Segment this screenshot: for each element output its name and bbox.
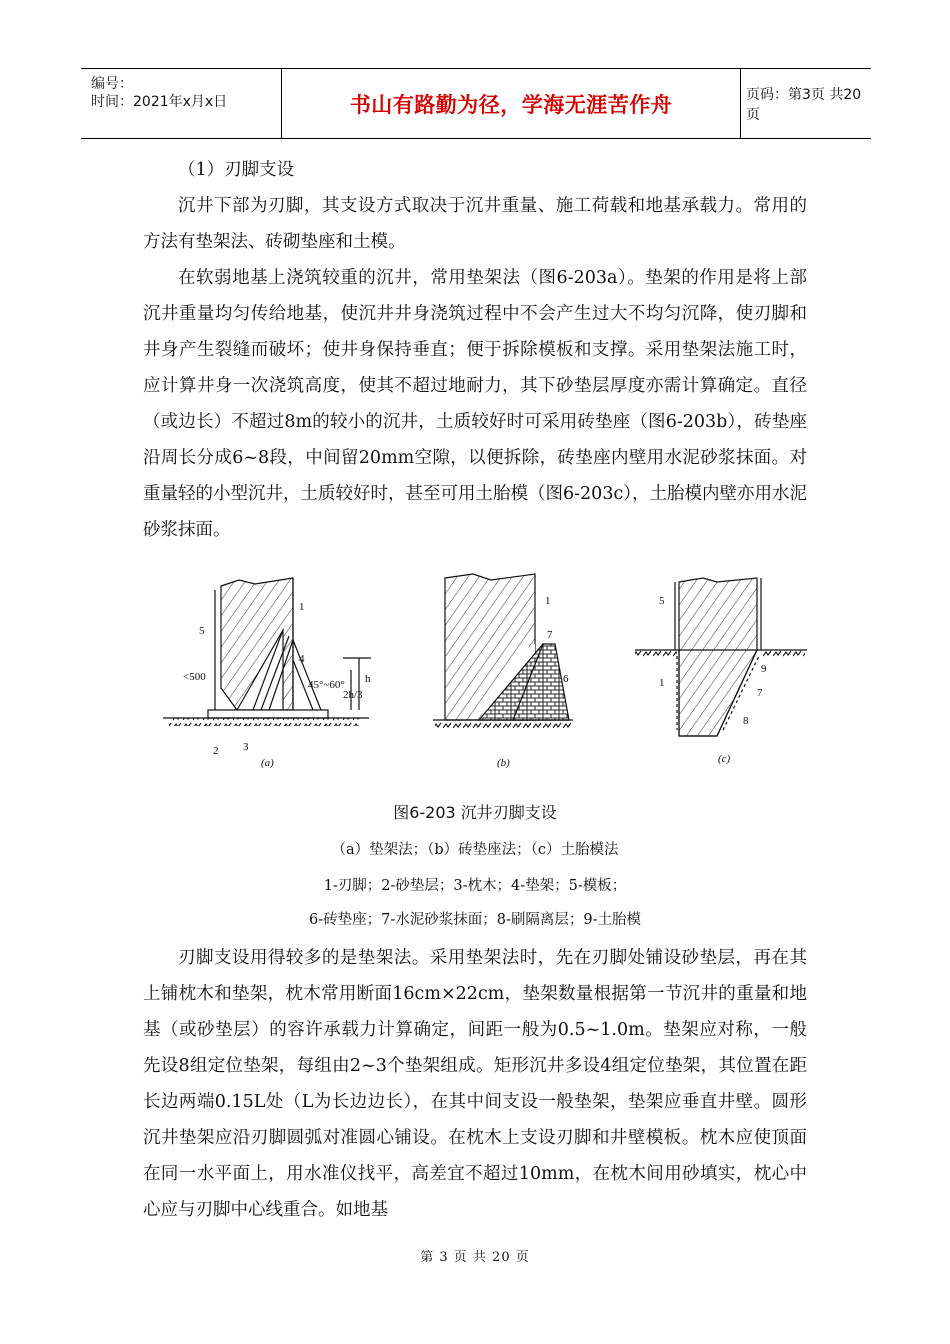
figure-title: 图6-203 沉井刃脚支设: [393, 803, 557, 822]
page-footer: 第 3 页 共 20 页: [420, 1250, 530, 1265]
lower-text-block: [143, 940, 807, 1228]
upper-text-block: [143, 152, 807, 548]
figure-6-203: [143, 570, 807, 780]
label-a-3: 3: [243, 741, 249, 753]
label-b-7: 7: [547, 629, 553, 641]
number-label: 编号：: [91, 76, 133, 92]
paragraph-3: 刃脚支设用得较多的是垫架法。采用垫架法时，先在刃脚处铺设砂垫层，再在其上铺枕木和垫架，枕木常用断面16cm×22cm，垫架数量根据第一节沉井的重量和地基（或砂垫层）的容许承载力计算确定，间距一般为0.5~1.0m。垫架应对称，一般先设8组定位垫架，每组由2~3个垫架组成。矩形沉井多设4组定位垫架，其位置在距长边两端0.15L处（L为长边边长），在其中间支设一般垫架，垫架应垂直井壁。圆形沉井垫架应沿刃脚圆弧对准圆心铺设。在枕木上支设刃脚和井壁模板。枕木应使顶面在同一水平面上，用水准仪找平，高差宜不超过10mm，在枕木间用砂填实，枕心中心应与刃脚中心线重合。如地基: [143, 948, 807, 1220]
header-page-info: 页码：第3页 共20页: [746, 86, 862, 123]
section-title: （1）刃脚支设: [178, 160, 295, 180]
label-a-caption: (a): [261, 757, 274, 769]
label-a-angle: 45°~60°: [308, 679, 345, 691]
paragraph-2: 在软弱地基上浇筑较重的沉井，常用垫架法（图6-203a）。垫架的作用是将上部沉井重量均匀传给地基，使沉井井身浇筑过程中不会产生过大不均匀沉降，使刃脚和井身产生裂缝而破坏；使井身保持垂直；便于拆除模板和支撑。采用垫架法施工时，应计算井身一次浇筑高度，使其不超过地耐力，其下砂垫层厚度亦需计算确定。直径（或边长）不超过8m的较小的沉井，土质较好时可采用砖垫座（图6-203b），砖垫座沿周长分成6~8段，中间留20mm空隙，以便拆除，砖垫座内壁用水泥砂浆抹面。对重量轻的小型沉井，土质较好时，甚至可用土胎模（图6-203c），土胎模内壁亦用水泥砂浆抹面。: [143, 268, 807, 540]
figure-a: [163, 578, 371, 769]
figure-c: [635, 578, 807, 765]
label-a-h: h: [365, 673, 371, 685]
label-b-6: 6: [563, 673, 569, 685]
label-c-9: 9: [761, 663, 767, 675]
label-a-2: 2: [213, 745, 219, 757]
figure-caption-1: （a）垫架法；（b）砖垫座法；（c）土胎模法: [331, 842, 619, 858]
document-header: [81, 68, 871, 139]
label-b-caption: (b): [497, 757, 510, 769]
label-c-1: 1: [659, 677, 665, 689]
label-a-1: 1: [299, 601, 305, 613]
figure-caption-3: 6-砖垫座；7-水泥砂浆抹面；8-刷隔离层；9-土胎模: [309, 912, 641, 928]
paragraph-1: 沉井下部为刃脚，其支设方式取决于沉井重量、施工荷载和地基承载力。常用的方法有垫架法、砖砌垫座和土模。: [143, 196, 807, 252]
label-a-4: 4: [299, 653, 305, 665]
label-c-caption: (c): [718, 753, 731, 765]
header-meta: [81, 69, 281, 138]
header-motto: 书山有路勤为径，学海无涯苦作舟: [281, 69, 741, 138]
label-b-1: 1: [545, 595, 551, 607]
label-c-8: 8: [743, 715, 749, 727]
label-c-7: 7: [757, 687, 763, 699]
figure-caption-2: 1-刃脚；2-砂垫层；3-枕木；4-垫架；5-模板；: [323, 878, 627, 894]
figure-drawing: [143, 570, 807, 780]
label-a-lt500: <500: [183, 671, 206, 683]
figure-b: [433, 574, 573, 769]
time-label: 时间：2021年x月x日: [91, 94, 228, 110]
label-a-5: 5: [199, 625, 205, 637]
label-c-5: 5: [659, 595, 665, 607]
label-a-2h3: 2h/3: [343, 689, 363, 701]
